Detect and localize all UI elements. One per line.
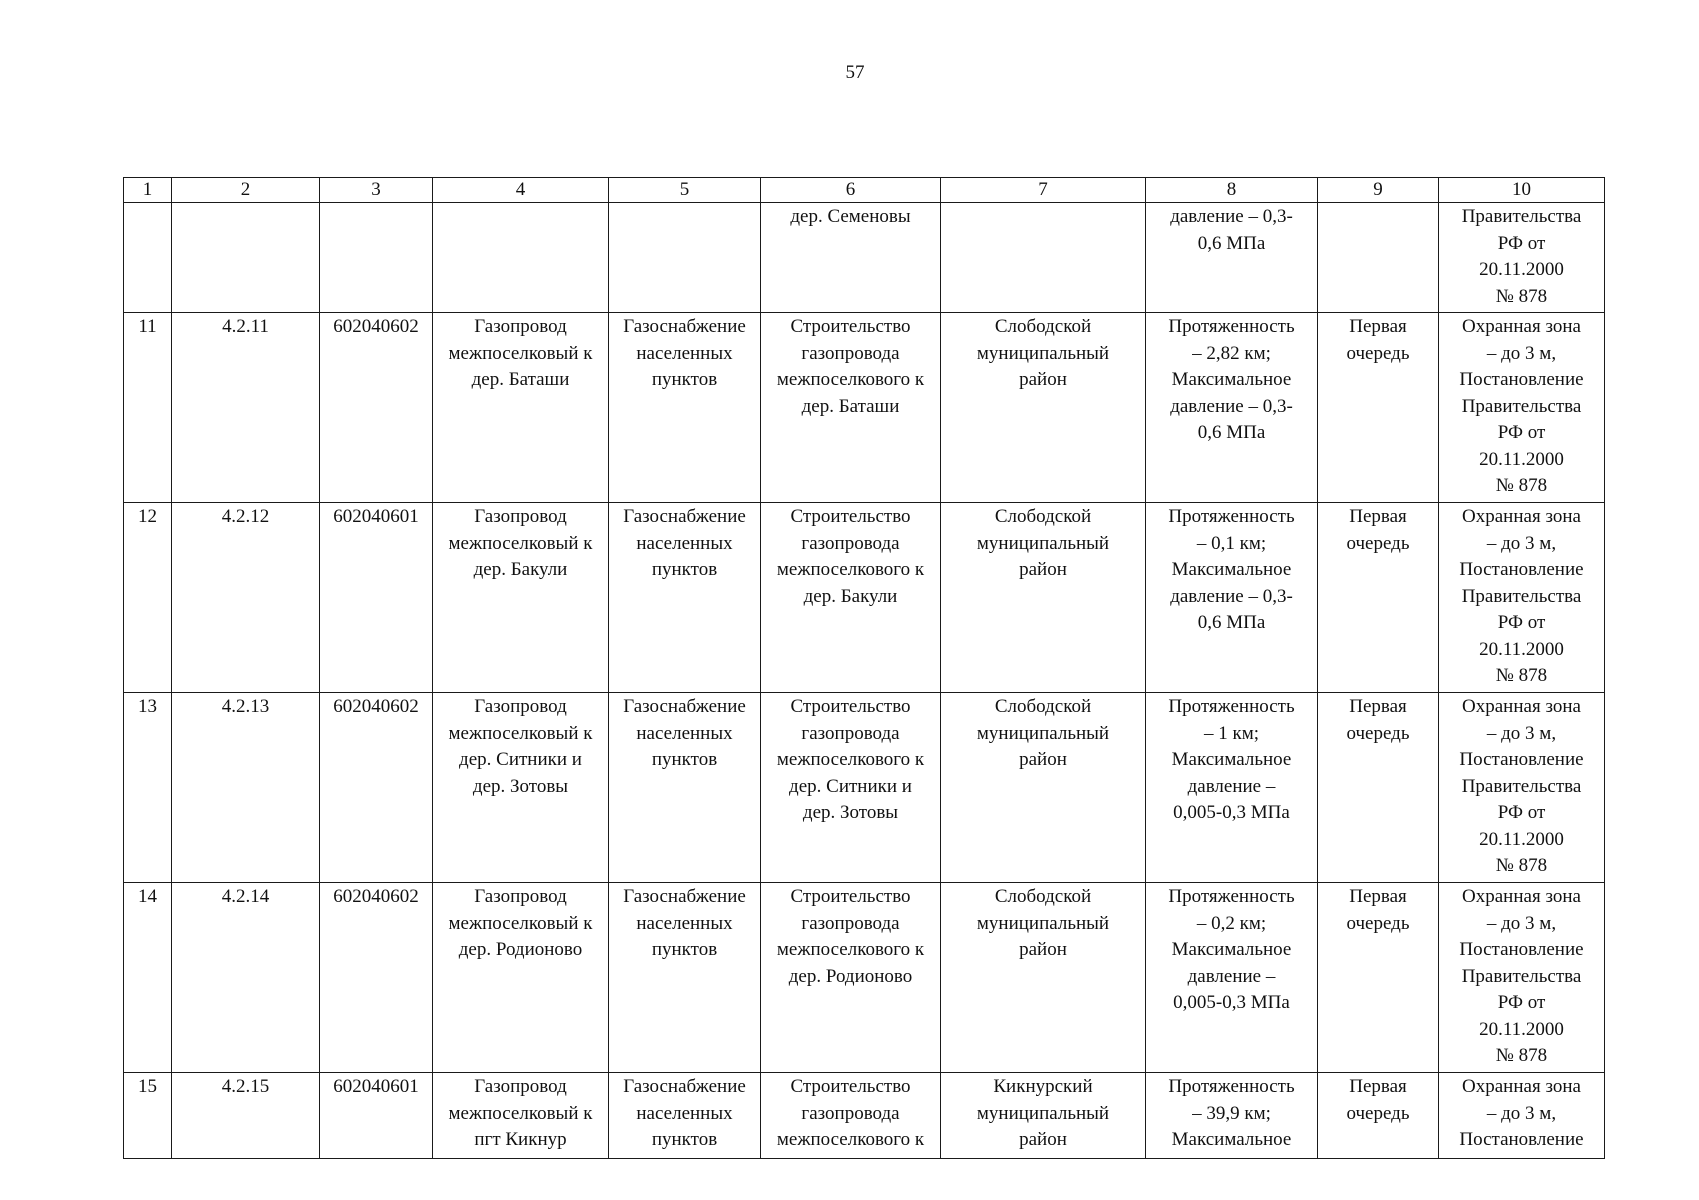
characteristics-cell: Протяженность – 0,1 км; Максимальное давление – 0,3- 0,6 МПа — [1146, 503, 1318, 693]
object-name-cell: Газопровод межпоселковый к пгт Кикнур — [433, 1073, 609, 1159]
table-row — [124, 503, 1605, 693]
zone-cell: Охранная зона – до 3 м, Постановление — [1439, 1073, 1605, 1159]
object-code-cell: 602040602 — [320, 693, 433, 883]
table-cell: давление – 0,3- 0,6 МПа — [1146, 203, 1318, 313]
zone-cell: Охранная зона – до 3 м, Постановление Правительства РФ от 20.11.2000 № 878 — [1439, 883, 1605, 1073]
table-cell: Правительства РФ от 20.11.2000 № 878 — [1439, 203, 1605, 313]
activity-cell: Строительство газопровода межпоселкового к — [761, 1073, 941, 1159]
table-cell: дер. Семеновы — [761, 203, 941, 313]
activity-cell: Строительство газопровода межпоселкового к дер. Баташи — [761, 313, 941, 503]
page-number: 57 — [845, 62, 865, 83]
column-number-header: 9 — [1318, 178, 1439, 203]
characteristics-cell: Протяженность – 1 км; Максимальное давление – 0,005-0,3 МПа — [1146, 693, 1318, 883]
column-number-header: 4 — [433, 178, 609, 203]
activity-cell: Строительство газопровода межпоселкового к дер. Родионово — [761, 883, 941, 1073]
column-number-header: 7 — [941, 178, 1146, 203]
location-cell: Слободской муниципальный район — [941, 693, 1146, 883]
stage-cell: Первая очередь — [1318, 1073, 1439, 1159]
item-code-cell: 4.2.14 — [172, 883, 320, 1073]
table-cell — [433, 203, 609, 313]
stage-cell: Первая очередь — [1318, 503, 1439, 693]
activity-cell: Строительство газопровода межпоселкового к дер. Бакули — [761, 503, 941, 693]
object-name-cell: Газопровод межпоселковый к дер. Бакули — [433, 503, 609, 693]
object-name-cell: Газопровод межпоселковый к дер. Родионово — [433, 883, 609, 1073]
location-cell: Слободской муниципальный район — [941, 313, 1146, 503]
table-cell — [609, 203, 761, 313]
continuation-row — [124, 203, 1605, 313]
zone-cell: Охранная зона – до 3 м, Постановление Правительства РФ от 20.11.2000 № 878 — [1439, 693, 1605, 883]
object-code-cell: 602040601 — [320, 1073, 433, 1159]
register-table — [123, 177, 1605, 1159]
table-cell — [1318, 203, 1439, 313]
item-code-cell: 4.2.12 — [172, 503, 320, 693]
row-number-cell: 12 — [124, 503, 172, 693]
column-number-header: 6 — [761, 178, 941, 203]
object-code-cell: 602040602 — [320, 883, 433, 1073]
item-code-cell: 4.2.11 — [172, 313, 320, 503]
zone-cell: Охранная зона – до 3 м, Постановление Правительства РФ от 20.11.2000 № 878 — [1439, 503, 1605, 693]
column-number-header: 1 — [124, 178, 172, 203]
column-number-header: 3 — [320, 178, 433, 203]
object-name-cell: Газопровод межпоселковый к дер. Баташи — [433, 313, 609, 503]
stage-cell: Первая очередь — [1318, 883, 1439, 1073]
activity-cell: Строительство газопровода межпоселкового к дер. Ситники и дер. Зотовы — [761, 693, 941, 883]
column-number-row — [124, 178, 1605, 203]
table-cell — [941, 203, 1146, 313]
row-number-cell: 11 — [124, 313, 172, 503]
purpose-cell: Газоснабжение населенных пунктов — [609, 313, 761, 503]
table-cell — [320, 203, 433, 313]
purpose-cell: Газоснабжение населенных пунктов — [609, 503, 761, 693]
item-code-cell: 4.2.15 — [172, 1073, 320, 1159]
table-cell — [172, 203, 320, 313]
stage-cell: Первая очередь — [1318, 313, 1439, 503]
characteristics-cell: Протяженность – 0,2 км; Максимальное давление – 0,005-0,3 МПа — [1146, 883, 1318, 1073]
object-code-cell: 602040602 — [320, 313, 433, 503]
table-row — [124, 693, 1605, 883]
object-name-cell: Газопровод межпоселковый к дер. Ситники и дер. Зотовы — [433, 693, 609, 883]
row-number-cell: 15 — [124, 1073, 172, 1159]
characteristics-cell: Протяженность – 39,9 км; Максимальное — [1146, 1073, 1318, 1159]
location-cell: Кикнурский муниципальный район — [941, 1073, 1146, 1159]
column-number-header: 8 — [1146, 178, 1318, 203]
object-code-cell: 602040601 — [320, 503, 433, 693]
zone-cell: Охранная зона – до 3 м, Постановление Правительства РФ от 20.11.2000 № 878 — [1439, 313, 1605, 503]
table-cell — [124, 203, 172, 313]
purpose-cell: Газоснабжение населенных пунктов — [609, 1073, 761, 1159]
table-row — [124, 1073, 1605, 1159]
column-number-header: 2 — [172, 178, 320, 203]
item-code-cell: 4.2.13 — [172, 693, 320, 883]
purpose-cell: Газоснабжение населенных пунктов — [609, 883, 761, 1073]
column-number-header: 5 — [609, 178, 761, 203]
table-row — [124, 313, 1605, 503]
stage-cell: Первая очередь — [1318, 693, 1439, 883]
row-number-cell: 14 — [124, 883, 172, 1073]
purpose-cell: Газоснабжение населенных пунктов — [609, 693, 761, 883]
location-cell: Слободской муниципальный район — [941, 503, 1146, 693]
table-row — [124, 883, 1605, 1073]
location-cell: Слободской муниципальный район — [941, 883, 1146, 1073]
row-number-cell: 13 — [124, 693, 172, 883]
column-number-header: 10 — [1439, 178, 1605, 203]
characteristics-cell: Протяженность – 2,82 км; Максимальное давление – 0,3- 0,6 МПа — [1146, 313, 1318, 503]
